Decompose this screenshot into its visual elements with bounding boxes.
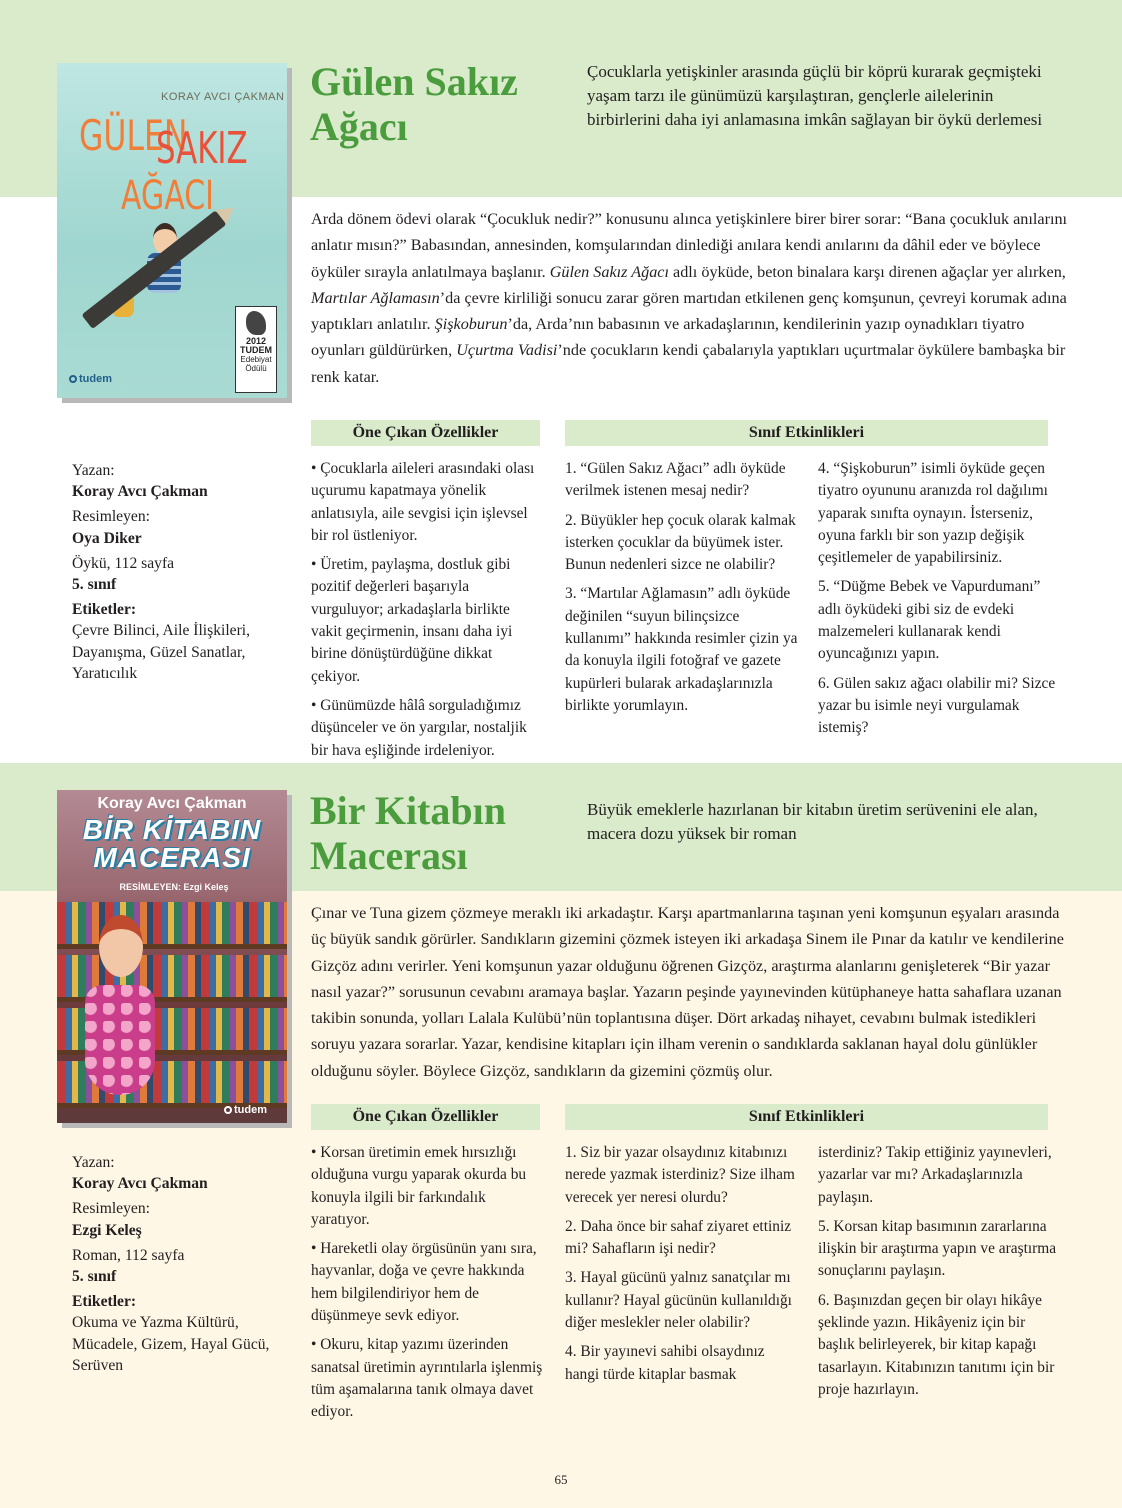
summary-part: adlı öyküde, beton binalara karşı direnen ağaçlar yer alırken, [668, 262, 1066, 281]
activity-item: 2. Büyükler hep çocuk olarak kalmak isterken çocuklar da büyümek ister. Bunun nedenleri sizce ne olabilir? [565, 511, 796, 574]
features-list-2 [311, 1142, 544, 1431]
book-tagline-2: Büyük emeklerle hazırlanan bir kitabın üretim serüvenini ele alan, macera dozu yüksek bir roman [587, 800, 1038, 843]
publisher-logo-icon [69, 375, 77, 383]
award-badge [235, 306, 277, 393]
features-list-1 [311, 458, 544, 769]
award-text-1: Edebiyat [240, 355, 272, 364]
feature-item: • Üretim, paylaşma, dostluk gibi pozitif değerleri başarıyla vurguluyor; arkadaşlarla birlikte vakit geçirmenin, insanı daha iyi birine dönüştürdüğüne dikkat çekiyor. [311, 556, 513, 685]
cover-title [57, 816, 287, 872]
illustrator-label: Resimleyen: [72, 1200, 150, 1218]
cover-title-line-2: MACERASI [93, 842, 251, 873]
book-cover-gulen-sakiz-agaci [57, 63, 287, 398]
features-heading-1: Öne Çıkan Özellikler [311, 420, 540, 446]
book-cover-bir-kitabin-macerasi [57, 790, 287, 1123]
author-label: Yazan: [72, 462, 115, 479]
activity-item: 6. Gülen sakız ağacı olabilir mi? Sizce yazar bu isimle neyi vurgulamak istemiş? [818, 674, 1056, 737]
activity-item: 2. Daha önce bir sahaf ziyaret ettiniz mi? Sahafların işi nedir? [565, 1217, 792, 1258]
cover-bookshelf-row [57, 902, 287, 949]
summary-part: ’da, Arda’nın babasının ve arkadaşlarının, kendilerinin yazıp oynadıkları tiyatro oyunları güldürürken, [311, 315, 1025, 360]
activity-item: 4. “Şişkoburun” isimli öyküde geçen tiyatro oyununu aranızda rol dağılımı yaparak sınıfta oynayın. İsterseniz, oyuna farklı bir son yazıp değişik çeşitlemeler de yapabilirsiniz. [818, 460, 1048, 567]
summary-story-title: Uçurtma Vadisi [456, 341, 558, 360]
grade-level: 5. sınıf [72, 576, 117, 594]
features-heading-2: Öne Çıkan Özellikler [311, 1104, 540, 1130]
book-summary-2: Çınar ve Tuna gizem çözmeye meraklı iki arkadaştır. Karşı apartmanlarına taşınan yeni komşunun eşyaları arasında üç büyük sandık görürler. Sandıkların gizemini çözmek isteyen iki arkadaşa Sinem ile Pınar da katılır ve kendilerine Gizçöz adını verirler. Yeni komşunun yazar olduğunu öğrenen Gizçöz, araştırma alanlarını genişleterek “Bir yazar nasıl yazar?” sorusunun cevabını aramaya başlar. Yazarın peşinde yayınevinden kütüphaneye hatta sahaflara uzanan takibin sonunda, yolları Lalala Kulübü’nün toplantısına düşer. Dört arkadaş nihayet, cevabını bulmak istedikleri soruyu yazara sorarlar. Yazar, kendisine kitapları için ilham verenin o sandıklarda saklanan hayal dolu günlükler olduğunu söyler. Böylece Gizçöz, sandıkların da gizemini çözmüş olur. [311, 904, 1064, 1080]
author-label: Yazan: [72, 1154, 115, 1171]
tags-list: Okuma ve Yazma Kültürü, Mücadele, Gizem, Hayal Gücü, Serüven [72, 1314, 270, 1374]
activities-list-2-col-1 [565, 1142, 802, 1393]
page-number: 65 [554, 1472, 568, 1487]
activities-list-2-col-2 [818, 1142, 1058, 1408]
tags-list: Çevre Bilinci, Aile İlişkileri, Dayanışma, Güzel Sanatlar, Yaratıcılık [72, 622, 250, 682]
book-tagline-1: Çocuklarla yetişkinler arasında güçlü bir köprü kurarak geçmişteki yaşam tarzı ile günümüzü karşılaştıran, gençlerle ailelerinin birbirlerini daha iyi anlamasına imkân sağlayan bir öykü derlemesi [587, 62, 1043, 129]
award-text-2: Ödülü [245, 364, 267, 373]
book-info-1 [72, 460, 287, 684]
activity-item: isterdiniz? Takip ettiğiniz yayınevleri, yazarlar var mı? Arkadaşlarınızla paylaşın. [818, 1144, 1052, 1206]
cover-title-word-2: SAKIZ [156, 123, 248, 174]
award-year: 2012 [245, 336, 267, 346]
activity-item: 3. “Martılar Ağlamasın” adlı öyküde değinilen “suyun bilinçsizce kullanımı” hakkında resimler çizin ya da konuyla ilgili fotoğraf ve gazete kupürleri bularak arkadaşlarınızla birlikte yorumlayın. [565, 585, 798, 714]
summary-part: Arda dönem ödevi olarak “Çocukluk nedir?” konusunu alınca yetişkinlere birer birer sorar: “Bana çocukluk anılarını anlatır mısın?” Babasından, annesinden, komşularından dinlediği anılara kendi anılarını da dâhil eder ve böylece öyküler sırayla anlatılmaya başlanır. [311, 210, 1068, 281]
summary-story-title: Martılar Ağlamasın [311, 288, 440, 307]
cover-girl-illustration-dress [85, 985, 155, 1095]
cover-title-word-1: GÜLEN [79, 111, 188, 160]
feature-item: • Hareketli olay örgüsünün yanı sıra, hayvanlar, doğa ve çevre hakkında hem bilgilendiriyor hem de düşünmeye sevk ediyor. [311, 1240, 537, 1325]
summary-story-title: Şişkoburun [434, 315, 508, 334]
publisher-logo-icon [224, 1106, 232, 1114]
activities-heading-1: Sınıf Etkinlikleri [565, 420, 1048, 446]
activities-heading-2: Sınıf Etkinlikleri [565, 1104, 1048, 1130]
feature-item: • Çocuklarla aileleri arasındaki olası uçurumu kapatmaya yönelik anlatısıyla, aile sevgisi için işlevsel bir rol üstleniyor. [311, 460, 535, 544]
book-format: Roman, 112 sayfa [72, 1246, 185, 1264]
illustrator-name: Ezgi Keleş [72, 1221, 142, 1239]
author-name: Koray Avcı Çakman [72, 483, 208, 501]
feature-item: • Okuru, kitap yazımı üzerinden sanatsal üretimin ayrıntılarla işlenmiş tüm aşamalarına tanık olmaya davet ediyor. [311, 1336, 543, 1421]
cover-girl-illustration-head [99, 915, 143, 977]
illustrator-name: Oya Diker [72, 529, 142, 547]
publisher-name: tudem [79, 373, 112, 385]
activities-list-1-col-1 [565, 458, 802, 724]
activity-item: 3. Hayal gücünü yalnız sanatçılar mı kullanır? Hayal gücünün kullanıldığı diğer meslekler neler olabilir? [565, 1269, 792, 1332]
activity-item: 5. Korsan kitap basımının zararlarına ilişkin bir araştırma yapın ve araştırma sonuçlarını paylaşın. [818, 1217, 1057, 1280]
activity-item: 4. Bir yayınevi sahibi olsaydınız hangi türde kitaplar basmak [565, 1343, 765, 1383]
activity-item: 1. Siz bir yazar olsaydınız kitabınızı nerede yazmak isterdiniz? Size ilham verecek yer neresi olurdu? [565, 1144, 795, 1206]
publisher-logo [224, 1104, 267, 1116]
award-name: TUDEM [240, 345, 272, 355]
book-summary-1 [311, 206, 1071, 390]
tags-label: Etiketler: [72, 1293, 137, 1311]
activity-item: 1. “Gülen Sakız Ağacı” adlı öyküde verilmek istenen mesaj nedir? [565, 460, 786, 500]
summary-part: ’nde çocukların kendi çabalarıyla yaptıkları uçurtmalar öykülere bambaşka bir renk katar. [311, 341, 1066, 386]
summary-part: ’da çevre kirliliği sonucu zarar gören martıdan etkilenen genç komşunun, çevreyi korumak adına yaptıkları anlatılır. [311, 288, 1067, 334]
activity-item: 5. “Düğme Bebek ve Vapurdumanı” adlı öyküdeki gibi siz de evdeki malzemeleri kullanarak kendi oyuncağınızı yapın. [818, 578, 1041, 663]
publisher-logo [69, 373, 112, 385]
book-info-2 [72, 1152, 287, 1376]
publisher-name: tudem [234, 1104, 267, 1116]
book-format: Öykü, 112 sayfa [72, 554, 175, 572]
cover-illustrator-line: RESİMLEYEN: Ezgi Keleş [119, 882, 229, 892]
grade-level: 5. sınıf [72, 1268, 117, 1286]
summary-story-title: Gülen Sakız Ağacı [549, 262, 669, 281]
award-bird-icon [246, 311, 266, 335]
pencil-tip [215, 200, 239, 224]
cover-title-word-3: AĞACI [121, 173, 215, 219]
book-title-2: Bir Kitabın Macerası [310, 788, 506, 878]
cover-title-line-1: BİR KİTABIN [82, 814, 262, 845]
tags-label: Etiketler: [72, 601, 137, 619]
book-title-1: Gülen Sakız Ağacı [310, 59, 518, 149]
activity-item: 6. Başınızdan geçen bir olayı hikâye şeklinde yazın. Hikâyeniz için bir başlık belirleyerek, bir kitap kapağı tasarlayın. Kitabınızın tanıtımı için bir proje hazırlayın. [818, 1291, 1055, 1398]
activities-list-1-col-2 [818, 458, 1058, 747]
feature-item: • Korsan üretimin emek hırsızlığı olduğuna vurgu yaparak okurda bu konuyla ilgili bir farkındalık yaratıyor. [311, 1144, 527, 1228]
feature-item: • Günümüzde hâlâ sorguladığımız düşünceler ve ön yargılar, nostaljik bir hava eşliğinde irdeleniyor. [311, 696, 527, 759]
author-name: Koray Avcı Çakman [72, 1175, 208, 1193]
illustrator-label: Resimleyen: [72, 508, 150, 526]
cover-pencil-illustration [81, 210, 226, 329]
cover-author-text: Koray Avcı Çakman [97, 795, 247, 812]
cover-author-text: KORAY AVCI ÇAKMAN [161, 91, 285, 103]
